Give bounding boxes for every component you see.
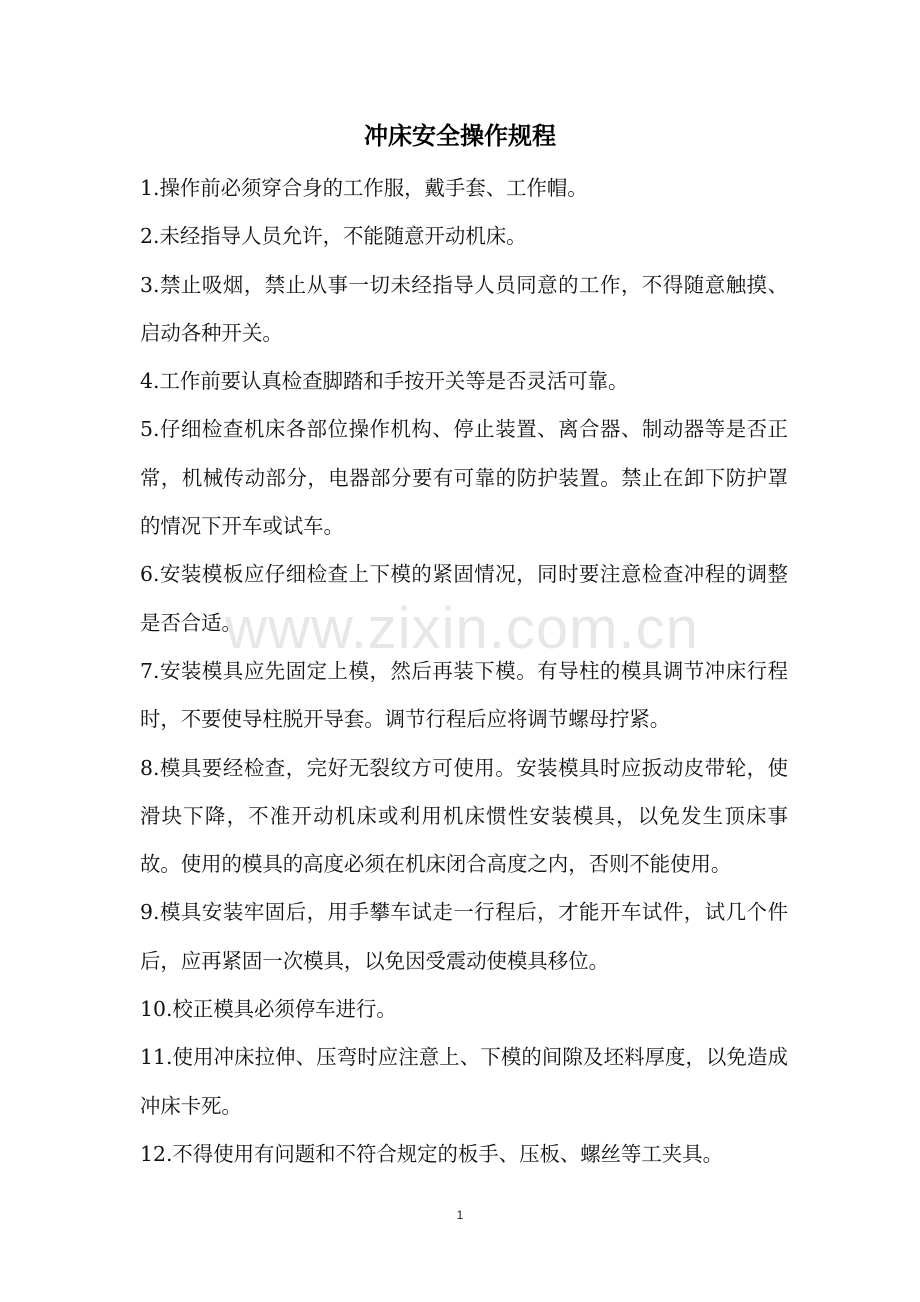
document-body (140, 164, 788, 1178)
rule-paragraph: 12.不得使用有问题和不符合规定的板手、压板、螺丝等工夹具。 (140, 1141, 723, 1166)
document-title: 冲床安全操作规程 (364, 122, 556, 150)
watermark: www.zixin.com.cn (225, 596, 699, 661)
rule-paragraph: 1.操作前必须穿合身的工作服，戴手套、工作帽。 (140, 176, 588, 200)
rule-paragraph: 9.模具安装牢固后，用手攀车试走一行程后，才能开车试件，试几个件后，应再紧固一次模具，以免因受震动使模具移位。 (140, 900, 788, 973)
page-number: 1 (456, 1208, 464, 1222)
rule-paragraph: 3.禁止吸烟，禁止从事一切未经指导人员同意的工作，不得随意触摸、启动各种开关。 (140, 272, 788, 345)
rule-paragraph: 2.未经指导人员允许，不能随意开动机床。 (140, 224, 527, 249)
rule-paragraph: 10.校正模具必须停车进行。 (140, 997, 397, 1022)
rule-paragraph: 4.工作前要认真检查脚踏和手按开关等是否灵活可靠。 (140, 369, 629, 394)
rule-paragraph: 7.安装模具应先固定上模，然后再装下模。有导柱的模具调节冲床行程时，不要使导柱脱开导套。调节行程后应将调节螺母拧紧。 (140, 658, 788, 732)
rule-paragraph: 11.使用冲床拉伸、压弯时应注意上、下模的间隙及坯料厚度，以免造成冲床卡死。 (140, 1045, 788, 1118)
rule-paragraph: 5.仔细检查机床各部位操作机构、停止装置、离合器、制动器等是否正常，机械传动部分，电器部分要有可靠的防护装置。禁止在卸下防护罩的情况下开车或试车。 (140, 417, 788, 539)
rule-paragraph: 6.安装模板应仔细检查上下模的紧固情况，同时要注意检查冲程的调整是否合适。 (140, 562, 788, 635)
rule-paragraph: 8.模具要经检查，完好无裂纹方可使用。安装模具时应扳动皮带轮，使滑块下降，不准开动机床或利用机床惯性安装模具，以免发生顶床事故。使用的模具的高度必须在机床闭合高度之内，否则不能使用。 (140, 755, 788, 877)
